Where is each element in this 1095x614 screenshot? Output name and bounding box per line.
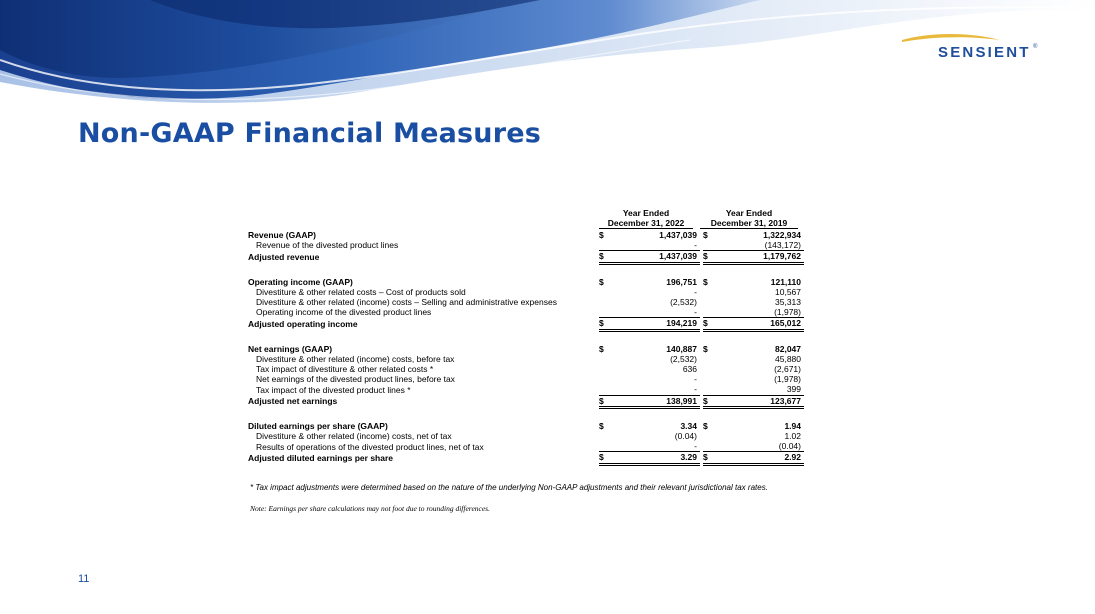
row-label: Revenue (GAAP) bbox=[248, 230, 317, 240]
row-label: Tax impact of divestiture & other related costs * bbox=[256, 364, 434, 375]
currency-symbol bbox=[703, 307, 717, 318]
footnote-tax-impact: * Tax impact adjustments were determined based on the nature of the underlying Non-GAAP adjustments and their relevant jurisdictional tax rates. bbox=[250, 483, 768, 492]
currency-symbol bbox=[599, 374, 613, 384]
table-row bbox=[248, 251, 804, 263]
table-row bbox=[248, 421, 804, 431]
value-2019: 165,012 bbox=[717, 318, 804, 330]
value-2022: 3.34 bbox=[680, 420, 697, 431]
value-2019: (2,671) bbox=[774, 364, 801, 375]
value-2019: (1,978) bbox=[774, 307, 801, 318]
table-row bbox=[248, 452, 804, 464]
currency-symbol: $ bbox=[703, 420, 708, 431]
currency-symbol bbox=[703, 354, 717, 364]
currency-symbol bbox=[703, 364, 717, 374]
value-2022: 3.29 bbox=[613, 452, 700, 464]
row-label: Divestiture & other related (income) costs – Selling and administrative expenses bbox=[256, 297, 557, 308]
currency-symbol: $ bbox=[599, 395, 613, 407]
value-2022: 196,751 bbox=[666, 276, 697, 287]
value-2019: 1.94 bbox=[784, 420, 801, 431]
currency-symbol bbox=[703, 441, 717, 452]
currency-symbol bbox=[703, 384, 717, 395]
value-2022: - bbox=[694, 286, 697, 297]
table-row bbox=[248, 364, 804, 374]
value-2022: (2,532) bbox=[670, 297, 697, 308]
currency-symbol: $ bbox=[599, 420, 604, 431]
value-2019: (1,978) bbox=[774, 374, 801, 385]
row-label: Adjusted operating income bbox=[248, 318, 358, 329]
currency-symbol: $ bbox=[703, 230, 708, 240]
table-row bbox=[248, 318, 804, 330]
value-2022: - bbox=[694, 441, 697, 452]
value-2019: 1.02 bbox=[784, 431, 801, 442]
table-spacer-row bbox=[248, 407, 804, 421]
currency-symbol bbox=[703, 287, 717, 297]
row-label: Diluted earnings per share (GAAP) bbox=[248, 420, 388, 431]
row-label: Operating income of the divested product lines bbox=[256, 307, 432, 318]
currency-symbol bbox=[599, 297, 613, 307]
table-row bbox=[248, 230, 804, 240]
value-2019: 2.92 bbox=[717, 452, 804, 464]
row-label: Divestiture & other related costs – Cost of products sold bbox=[256, 286, 466, 297]
footnote-eps-rounding: Note: Earnings per share calculations may not foot due to rounding differences. bbox=[250, 504, 490, 513]
currency-symbol bbox=[599, 240, 613, 251]
value-2019: 1,322,934 bbox=[763, 230, 801, 240]
currency-symbol: $ bbox=[599, 452, 613, 464]
table-row bbox=[248, 374, 804, 384]
financial-table-body bbox=[248, 230, 804, 466]
row-label: Adjusted net earnings bbox=[248, 396, 338, 407]
currency-symbol: $ bbox=[599, 251, 613, 263]
value-2019: (143,172) bbox=[764, 240, 801, 251]
currency-symbol: $ bbox=[703, 395, 717, 407]
currency-symbol: $ bbox=[703, 343, 708, 354]
value-2019: 45,880 bbox=[775, 353, 801, 364]
table-row bbox=[248, 240, 804, 251]
page-title: Non-GAAP Financial Measures bbox=[78, 118, 542, 149]
table-spacer-row bbox=[248, 263, 804, 277]
value-2019: (0.04) bbox=[778, 441, 801, 452]
currency-symbol bbox=[599, 287, 613, 297]
value-2019: 399 bbox=[786, 384, 801, 395]
table-row bbox=[248, 344, 804, 354]
row-label: Adjusted revenue bbox=[248, 251, 320, 262]
currency-symbol bbox=[599, 431, 613, 441]
value-2019: 82,047 bbox=[775, 343, 801, 354]
table-row bbox=[248, 384, 804, 395]
table-row bbox=[248, 354, 804, 364]
column-header-2019: Year Ended December 31, 2019 bbox=[700, 208, 798, 229]
table-row bbox=[248, 277, 804, 287]
value-2019: 10,567 bbox=[775, 286, 801, 297]
row-label: Net earnings of the divested product lines, before tax bbox=[256, 374, 455, 385]
value-2022: - bbox=[694, 240, 697, 251]
currency-symbol: $ bbox=[599, 276, 604, 287]
value-2022: 1,437,039 bbox=[613, 251, 700, 263]
value-2022: - bbox=[694, 384, 697, 395]
currency-symbol: $ bbox=[599, 230, 604, 240]
table-row bbox=[248, 441, 804, 452]
value-2022: (2,532) bbox=[670, 353, 697, 364]
currency-symbol: $ bbox=[703, 251, 717, 263]
currency-symbol bbox=[599, 441, 613, 452]
financial-table bbox=[248, 208, 801, 466]
page-number: 11 bbox=[78, 573, 90, 585]
row-label: Adjusted diluted earnings per share bbox=[248, 452, 394, 463]
brand-trademark: ® bbox=[1033, 44, 1038, 50]
row-label: Tax impact of the divested product lines * bbox=[256, 384, 411, 395]
table-row bbox=[248, 297, 804, 307]
table-row bbox=[248, 431, 804, 441]
row-label: Revenue of the divested product lines bbox=[256, 240, 399, 251]
currency-symbol bbox=[599, 307, 613, 318]
value-2019: 35,313 bbox=[775, 297, 801, 308]
column-header-2022: Year Ended December 31, 2022 bbox=[599, 208, 693, 229]
row-label: Divestiture & other related (income) costs, net of tax bbox=[256, 431, 452, 442]
value-2019: 123,677 bbox=[717, 395, 804, 407]
currency-symbol bbox=[703, 374, 717, 384]
value-2022: 1,437,039 bbox=[659, 230, 697, 240]
table-row bbox=[248, 287, 804, 297]
currency-symbol bbox=[599, 384, 613, 395]
value-2022: 194,219 bbox=[613, 318, 700, 330]
brand-logo: SENSIENT bbox=[938, 44, 1031, 61]
value-2022: - bbox=[694, 374, 697, 385]
currency-symbol bbox=[599, 364, 613, 374]
currency-symbol: $ bbox=[599, 343, 604, 354]
currency-symbol: $ bbox=[703, 276, 708, 287]
value-2019: 121,110 bbox=[770, 276, 801, 287]
currency-symbol bbox=[703, 297, 717, 307]
value-2022: (0.04) bbox=[674, 431, 697, 442]
currency-symbol: $ bbox=[703, 318, 717, 330]
table-row bbox=[248, 307, 804, 318]
currency-symbol: $ bbox=[703, 452, 717, 464]
table-row bbox=[248, 395, 804, 407]
table-header bbox=[248, 208, 798, 230]
currency-symbol bbox=[599, 354, 613, 364]
table-spacer-row bbox=[248, 330, 804, 344]
value-2022: 636 bbox=[682, 364, 697, 375]
value-2022: - bbox=[694, 307, 697, 318]
row-label: Operating income (GAAP) bbox=[248, 276, 353, 287]
currency-symbol: $ bbox=[599, 318, 613, 330]
currency-symbol bbox=[703, 431, 717, 441]
row-label: Net earnings (GAAP) bbox=[248, 343, 333, 354]
currency-symbol bbox=[703, 240, 717, 251]
row-label: Results of operations of the divested product lines, net of tax bbox=[256, 441, 484, 452]
value-2019: 1,179,762 bbox=[717, 251, 804, 263]
row-label: Divestiture & other related (income) costs, before tax bbox=[256, 353, 455, 364]
value-2022: 140,887 bbox=[666, 343, 697, 354]
value-2022: 138,991 bbox=[613, 395, 700, 407]
